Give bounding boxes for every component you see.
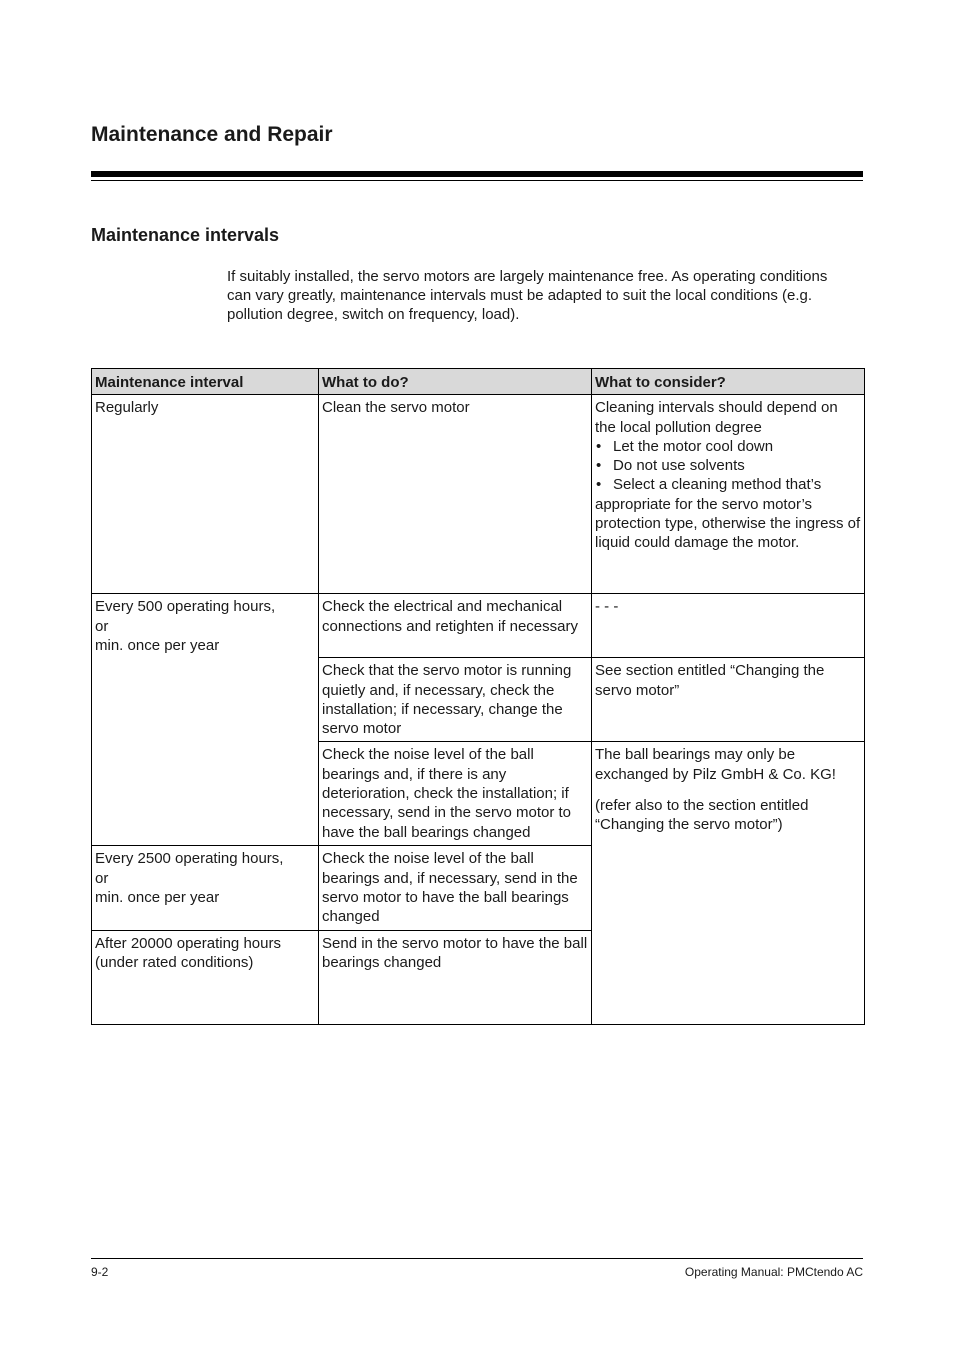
bullet-item: • Do not use solvents <box>595 456 861 475</box>
intro-paragraph: If suitably installed, the servo motors are largely maintenance free. As operating conditions can vary greatly, maintenance intervals must be adapted to suit the local conditions (e.g. pollution degree, switch on frequency, load). <box>227 268 828 323</box>
interval-line: or <box>95 617 109 635</box>
interval-line: or <box>95 869 109 887</box>
interval-line: Every 500 operating hours, <box>95 598 276 616</box>
interval-cell <box>92 846 319 930</box>
consider-continuation: appropriate for the servo motor’s protection type, otherwise the ingress of liquid could damage the motor. <box>595 495 861 552</box>
interval-cell: After 20000 operating hours (under rated conditions) <box>92 930 319 1024</box>
bullet-item: • Select a cleaning method that’s <box>595 475 861 494</box>
todo-cell: Check that the servo motor is running quietly and, if necessary, check the installation; if necessary, change the servo motor <box>319 658 592 742</box>
todo-cell: Check the electrical and mechanical connections and retighten if necessary <box>319 594 592 658</box>
consider-cell: - - - <box>592 594 865 658</box>
header-todo: What to do? <box>319 369 592 395</box>
interval-line: min. once per year <box>95 636 220 654</box>
consider-cell <box>592 742 865 1024</box>
maintenance-table <box>91 368 865 1025</box>
todo-cell: Send in the servo motor to have the ball bearings changed <box>319 930 592 1024</box>
table-row <box>92 395 865 594</box>
header-rule-thick <box>91 171 863 177</box>
bearings-reference: (refer also to the section entitled “Changing the servo motor”) <box>595 797 809 834</box>
header-rule-thin <box>91 180 863 181</box>
interval-cell: Regularly <box>92 395 319 594</box>
consider-bullet-list <box>595 437 861 495</box>
section-title: Maintenance intervals <box>91 225 280 245</box>
bearings-note: The ball bearings may only be exchanged by Pilz GmbH & Co. KG! <box>595 746 836 783</box>
spacer <box>595 784 861 796</box>
interval-line: min. once per year <box>95 889 220 907</box>
document-title: Operating Manual: PMCtendo AC <box>684 1265 863 1279</box>
table-header-row <box>92 369 865 395</box>
header-consider: What to consider? <box>592 369 865 395</box>
table-row <box>92 594 865 658</box>
chapter-title: Maintenance and Repair <box>91 123 333 146</box>
interval-cell <box>92 594 319 846</box>
header-interval: Maintenance interval <box>92 369 319 395</box>
interval-line: Every 2500 operating hours, <box>95 850 284 868</box>
bullet-item: • Let the motor cool down <box>595 437 861 456</box>
todo-cell: Check the noise level of the ball bearings and, if there is any deterioration, check the installation; if necessary, send in the servo motor to have the ball bearings changed <box>319 742 592 846</box>
consider-intro: Cleaning intervals should depend on the local pollution degree <box>595 399 838 436</box>
consider-cell <box>592 395 865 594</box>
todo-cell: Clean the servo motor <box>319 395 592 594</box>
consider-cell: See section entitled “Changing the servo motor” <box>592 658 865 742</box>
footer-rule <box>91 1258 863 1259</box>
todo-cell: Check the noise level of the ball bearings and, if necessary, send in the servo motor to have the ball bearings changed <box>319 846 592 930</box>
page-number: 9-2 <box>91 1265 109 1279</box>
